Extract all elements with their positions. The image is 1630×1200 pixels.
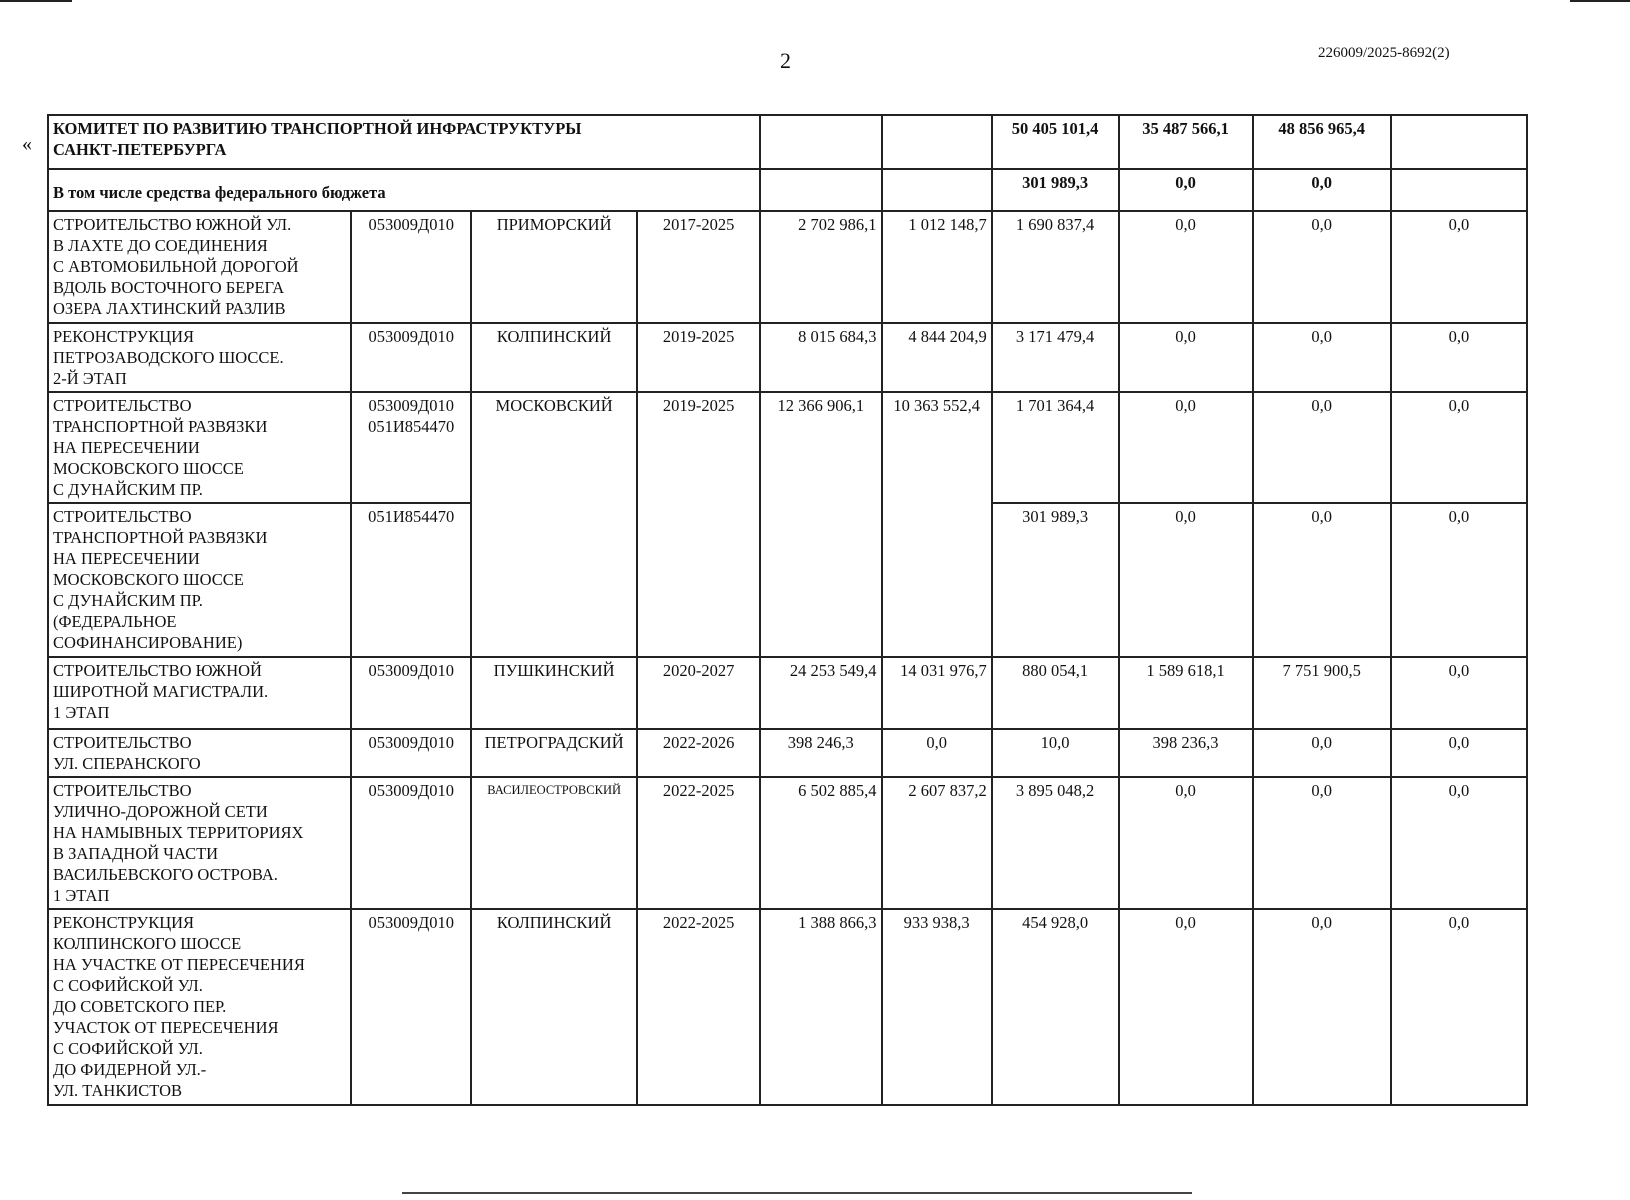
district: ПРИМОРСКИЙ (471, 211, 637, 323)
value-y4: 0,0 (1391, 657, 1527, 729)
prior-funding: 2 607 837,2 (882, 777, 992, 909)
object-name (48, 503, 351, 657)
total-cost: 2 702 986,1 (760, 211, 882, 323)
value-y3: 0,0 (1253, 211, 1391, 323)
value-y2: 398 236,3 (1119, 729, 1253, 777)
value-y2: 1 589 618,1 (1119, 657, 1253, 729)
budget-code-line: 051И854470 (368, 417, 455, 436)
name-line: НА ПЕРЕСЕЧЕНИИ (53, 549, 200, 568)
name-line: КОЛПИНСКОГО ШОССЕ (53, 934, 242, 953)
prior-funding: 1 012 148,7 (882, 211, 992, 323)
period: 2022-2026 (637, 729, 760, 777)
value-y1: 454 928,0 (992, 909, 1119, 1105)
prior-funding: 14 031 976,7 (882, 657, 992, 729)
name-line: СТРОИТЕЛЬСТВО ЮЖНОЙ (53, 661, 262, 680)
federal-label: В том числе средства федерального бюджета (48, 169, 760, 211)
table-row (48, 729, 1527, 777)
value-y4: 0,0 (1391, 503, 1527, 657)
name-line: УЛ. ТАНКИСТОВ (53, 1081, 183, 1100)
value-y3: 0,0 (1253, 777, 1391, 909)
value-y4: 0,0 (1391, 729, 1527, 777)
period: 2019-2025 (637, 323, 760, 392)
name-line: ДО ФИДЕРНОЙ УЛ.- (53, 1060, 207, 1079)
empty-cell (760, 169, 882, 211)
district: КОЛПИНСКИЙ (471, 909, 637, 1105)
name-line: СТРОИТЕЛЬСТВО (53, 396, 192, 415)
federal-y3: 0,0 (1253, 169, 1391, 211)
district: ВАСИЛЕОСТРОВСКИЙ (471, 777, 637, 909)
name-line: УЛИЧНО-ДОРОЖНОЙ СЕТИ (53, 802, 268, 821)
name-line: С ДУНАЙСКИМ ПР. (53, 480, 203, 499)
name-line: МОСКОВСКОГО ШОССЕ (53, 570, 244, 589)
name-line: УЧАСТОК ОТ ПЕРЕСЕЧЕНИЯ (53, 1018, 279, 1037)
value-y2: 0,0 (1119, 909, 1253, 1105)
value-y4: 0,0 (1391, 211, 1527, 323)
district: КОЛПИНСКИЙ (471, 323, 637, 392)
value-y2: 0,0 (1119, 211, 1253, 323)
table-row (48, 777, 1527, 909)
name-line: 2-Й ЭТАП (53, 369, 127, 388)
budget-code: 053009Д010 (351, 657, 471, 729)
name-line: НА УЧАСТКЕ ОТ ПЕРЕСЕЧЕНИЯ (53, 955, 305, 974)
name-line: ВАСИЛЬЕВСКОГО ОСТРОВА. (53, 865, 278, 884)
value-y2: 0,0 (1119, 777, 1253, 909)
value-y4: 0,0 (1391, 777, 1527, 909)
value-y2: 0,0 (1119, 503, 1253, 657)
table-row (48, 323, 1527, 392)
object-name (48, 392, 351, 503)
period: 2020-2027 (637, 657, 760, 729)
name-line: РЕКОНСТРУКЦИЯ (53, 327, 195, 346)
name-line: ШИРОТНОЙ МАГИСТРАЛИ. (53, 682, 269, 701)
object-name (48, 657, 351, 729)
name-line: СТРОИТЕЛЬСТВО ЮЖНОЙ УЛ. (53, 215, 292, 234)
document-id: 226009/2025-8692(2) (1318, 45, 1450, 61)
period-merged: 2019-2025 (637, 392, 760, 657)
budget-code-line: 053009Д010 (368, 396, 454, 415)
name-line: ПЕТРОЗАВОДСКОГО ШОССЕ. (53, 348, 284, 367)
value-y3: 7 751 900,5 (1253, 657, 1391, 729)
value-y2: 0,0 (1119, 323, 1253, 392)
scan-edge-mark (1570, 0, 1630, 2)
prior-funding: 4 844 204,9 (882, 323, 992, 392)
committee-title-line: САНКТ-ПЕТЕРБУРГА (53, 140, 227, 159)
value-y3: 0,0 (1253, 503, 1391, 657)
name-line: С ДУНАЙСКИМ ПР. (53, 591, 203, 610)
value-y4: 0,0 (1391, 323, 1527, 392)
name-line: СОФИНАНСИРОВАНИЕ) (53, 633, 243, 652)
name-line: С СОФИЙСКОЙ УЛ. (53, 1039, 203, 1058)
name-line: ТРАНСПОРТНОЙ РАЗВЯЗКИ (53, 528, 268, 547)
name-line: СТРОИТЕЛЬСТВО (53, 507, 192, 526)
committee-title-line: КОМИТЕТ ПО РАЗВИТИЮ ТРАНСПОРТНОЙ ИНФРАСТРУКТУРЫ (53, 119, 582, 138)
name-line: ДО СОВЕТСКОГО ПЕР. (53, 997, 227, 1016)
page-number: 2 (780, 48, 791, 73)
opening-quote-mark: « (22, 133, 32, 155)
committee-row (48, 115, 1527, 169)
name-line: МОСКОВСКОГО ШОССЕ (53, 459, 244, 478)
budget-code: 053009Д010 (351, 211, 471, 323)
value-y4: 0,0 (1391, 909, 1527, 1105)
budget-code: 053009Д010 (351, 323, 471, 392)
table-row (48, 657, 1527, 729)
district-merged: МОСКОВСКИЙ (471, 392, 637, 657)
object-name (48, 777, 351, 909)
value-y3: 0,0 (1253, 392, 1391, 503)
name-line: ТРАНСПОРТНОЙ РАЗВЯЗКИ (53, 417, 268, 436)
empty-cell (1391, 169, 1527, 211)
total-cost: 8 015 684,3 (760, 323, 882, 392)
district: ПУШКИНСКИЙ (471, 657, 637, 729)
value-y1: 3 171 479,4 (992, 323, 1119, 392)
value-y4: 0,0 (1391, 392, 1527, 503)
name-line: 1 ЭТАП (53, 886, 110, 905)
federal-row (48, 169, 1527, 211)
name-line: РЕКОНСТРУКЦИЯ (53, 913, 195, 932)
period: 2022-2025 (637, 909, 760, 1105)
value-y1: 301 989,3 (992, 503, 1119, 657)
object-name (48, 323, 351, 392)
name-line: СТРОИТЕЛЬСТВО (53, 733, 192, 752)
name-line: 1 ЭТАП (53, 703, 110, 722)
name-line: НА ПЕРЕСЕЧЕНИИ (53, 438, 200, 457)
name-line: С СОФИЙСКОЙ УЛ. (53, 976, 203, 995)
empty-cell (882, 115, 992, 169)
budget-code: 053009Д010 (351, 729, 471, 777)
total-cost: 398 246,3 (760, 729, 882, 777)
table-row (48, 909, 1527, 1105)
federal-y2: 0,0 (1119, 169, 1253, 211)
budget-code: 051И854470 (351, 503, 471, 657)
table-row (48, 392, 1527, 503)
name-line: ВДОЛЬ ВОСТОЧНОГО БЕРЕГА (53, 278, 285, 297)
object-name (48, 211, 351, 323)
total-cost: 1 388 866,3 (760, 909, 882, 1105)
committee-y1: 50 405 101,4 (992, 115, 1119, 169)
value-y1: 1 690 837,4 (992, 211, 1119, 323)
name-line: В ЗАПАДНОЙ ЧАСТИ (53, 844, 219, 863)
object-name (48, 909, 351, 1105)
footer-rule (402, 1192, 1192, 1194)
object-name (48, 729, 351, 777)
prior-funding: 0,0 (882, 729, 992, 777)
name-line: (ФЕДЕРАЛЬНОЕ (53, 612, 177, 631)
name-line: ОЗЕРА ЛАХТИНСКИЙ РАЗЛИВ (53, 299, 286, 318)
period: 2017-2025 (637, 211, 760, 323)
value-y1: 3 895 048,2 (992, 777, 1119, 909)
value-y3: 0,0 (1253, 909, 1391, 1105)
value-y1: 10,0 (992, 729, 1119, 777)
empty-cell (760, 115, 882, 169)
empty-cell (1391, 115, 1527, 169)
prior-funding: 933 938,3 (882, 909, 992, 1105)
budget-code: 053009Д010 (351, 777, 471, 909)
budget-code (351, 392, 471, 503)
budget-code: 053009Д010 (351, 909, 471, 1105)
name-line: СТРОИТЕЛЬСТВО (53, 781, 192, 800)
name-line: В ЛАХТЕ ДО СОЕДИНЕНИЯ (53, 236, 268, 255)
value-y1: 1 701 364,4 (992, 392, 1119, 503)
scan-edge-mark (0, 0, 72, 2)
prior-funding-merged: 10 363 552,4 (882, 392, 992, 657)
value-y1: 880 054,1 (992, 657, 1119, 729)
name-line: С АВТОМОБИЛЬНОЙ ДОРОГОЙ (53, 257, 299, 276)
value-y3: 0,0 (1253, 323, 1391, 392)
value-y2: 0,0 (1119, 392, 1253, 503)
empty-cell (882, 169, 992, 211)
value-y3: 0,0 (1253, 729, 1391, 777)
district: ПЕТРОГРАДСКИЙ (471, 729, 637, 777)
committee-title (48, 115, 760, 169)
name-line: НА НАМЫВНЫХ ТЕРРИТОРИЯХ (53, 823, 304, 842)
total-cost: 24 253 549,4 (760, 657, 882, 729)
total-cost-merged: 12 366 906,1 (760, 392, 882, 657)
budget-table (47, 114, 1528, 1106)
period: 2022-2025 (637, 777, 760, 909)
committee-y2: 35 487 566,1 (1119, 115, 1253, 169)
federal-y1: 301 989,3 (992, 169, 1119, 211)
committee-y3: 48 856 965,4 (1253, 115, 1391, 169)
name-line: УЛ. СПЕРАНСКОГО (53, 754, 201, 773)
table-row (48, 211, 1527, 323)
total-cost: 6 502 885,4 (760, 777, 882, 909)
